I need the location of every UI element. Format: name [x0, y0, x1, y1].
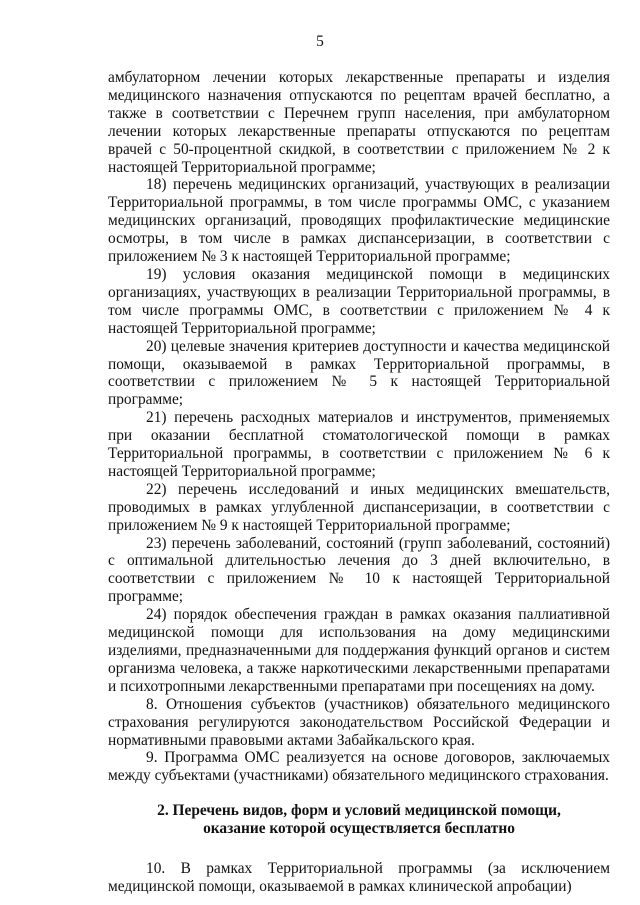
list-item-19: 19) условия оказания медицинской помощи в медицинских организациях, участвующих в реализации Территориальной программы, в том числе программы ОМС, в соответствии с приложением № 4 к настоящей Территориальной программе; [108, 265, 610, 337]
list-item-18: 18) перечень медицинских организаций, участвующих в реализации Территориальной программы, в том числе программы ОМС, с указанием медицинских организаций, проводящих профилактические медицинские осмотры, в том числе в рамках диспансеризации, в соответствии с приложением № 3 к настоящей Территориальной программе; [108, 176, 610, 266]
list-item-21: 21) перечень расходных материалов и инструментов, применяемых при оказании бесплатной стоматологической помощи в рамках Территориальной программы, в соответствии с приложением № 6 к настоящей Территориальной программе; [108, 409, 610, 480]
clause-9: 9. Программа ОМС реализуется на основе договоров, заключаемых между субъектами (участниками) обязательного медицинского страхования. [108, 749, 610, 785]
list-item-20: 20) целевые значения критериев доступности и качества медицинской помощи, оказываемой в рамках Территориальной программы, в соответствии с приложением № 5 к настоящей Территориальной программе; [108, 337, 610, 409]
paragraph-continuation: амбулаторном лечении которых лекарственные препараты и изделия медицинского назначения отпускаются по рецептам врачей бесплатно, а также в соответствии с Перечнем групп населения, при амбулаторном лечении которых лекарственные препараты отпускаются по рецептам врачей с 50-процентной скидкой, в соответствии с приложением № 2 к настоящей Территориальной программе; [108, 69, 610, 176]
list-item-24: 24) порядок обеспечения граждан в рамках оказания паллиативной медицинской помощи для использования на дому медицинскими изделиями, предназначенными для поддержания функций органов и систем организма человека, а также наркотическими лекарственными препаратами и психотропными лекарственными препаратами при посещениях на дому. [108, 606, 610, 695]
page-number: 5 [316, 33, 324, 50]
clause-8: 8. Отношения субъектов (участников) обязательного медицинского страхования регулируются законодательством Российской Федерации и нормативными правовыми актами Забайкальского края. [108, 695, 610, 749]
section-heading [108, 802, 610, 838]
list-item-23: 23) перечень заболеваний, состояний (групп заболеваний, состояний) с оптимальной длительностью лечения до 3 дней включительно, в соответствии с приложением № 10 к настоящей Территориальной программе; [108, 534, 610, 606]
document-body [108, 69, 610, 896]
section-heading-line-2: оказание которой осуществляется бесплатно [203, 820, 515, 838]
clause-10: 10. В рамках Территориальной программы (за исключением медицинской помощи, оказываемой в рамках клинической апробации) [108, 860, 610, 895]
list-item-22: 22) перечень исследований и иных медицинских вмешательств, проводимых в рамках углубленной диспансеризации, в соответствии с приложением № 9 к настоящей Территориальной программе; [108, 480, 610, 534]
section-heading-line-1: 2. Перечень видов, форм и условий медицинской помощи, [157, 802, 561, 820]
